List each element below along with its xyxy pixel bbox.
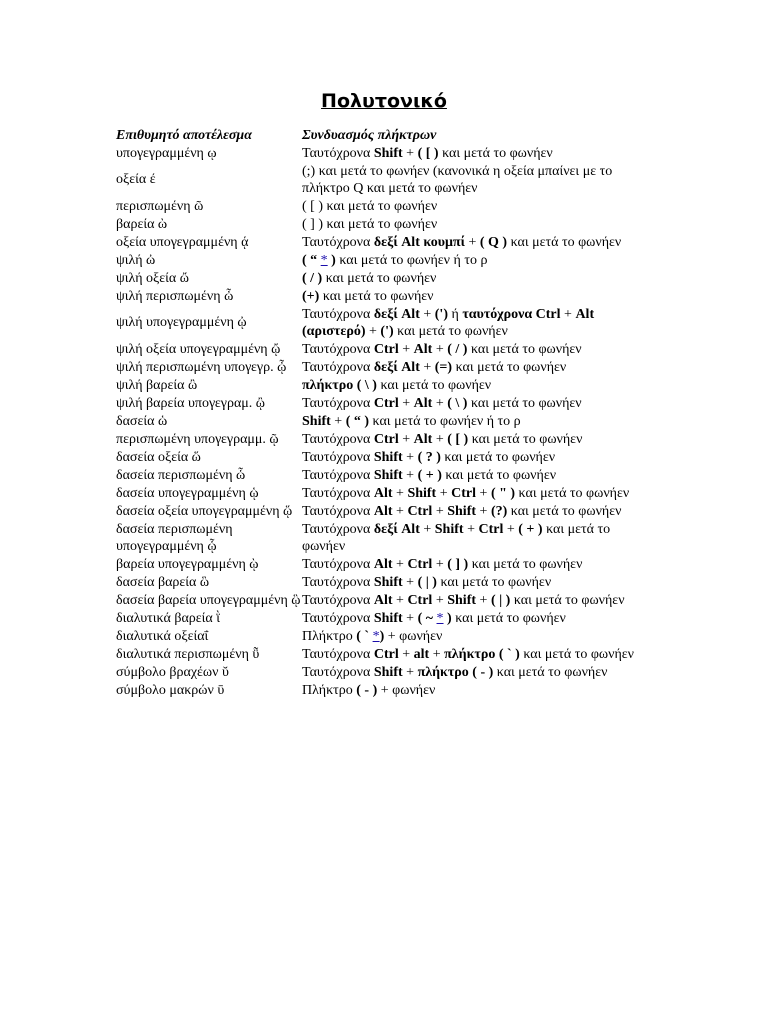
keys-cell (302, 449, 656, 466)
footnote-link[interactable]: * (372, 628, 380, 644)
key-text-bold: Ctrl (373, 395, 399, 411)
result-cell: βαρεία υπογεγραμμένη ῲ (116, 556, 259, 572)
key-text-bold: Ctrl (373, 431, 399, 447)
shortcut-table (116, 126, 656, 699)
result-cell: δασεία βαρεία ὣ (116, 574, 210, 590)
table-row (116, 573, 656, 591)
key-text-bold: (=) (434, 359, 453, 375)
result-cell: βαρεία ὼ (116, 216, 168, 232)
key-text: Ταυτόχρονα (302, 306, 374, 322)
result-cell: ψιλή περισπωμένη υπογεγρ. ᾦ (116, 359, 287, 375)
table-row (116, 645, 656, 663)
key-text-bold: (') (380, 323, 394, 339)
key-text-bold: Ctrl (451, 485, 477, 501)
table-row (116, 412, 656, 430)
key-text: + (402, 449, 418, 465)
key-text: Ταυτόχρονα (302, 341, 374, 357)
keys-cell (302, 682, 656, 699)
key-text: + φωνήεν (384, 628, 443, 644)
keys-cell (302, 145, 656, 162)
key-text: ή (447, 306, 463, 322)
keys-cell (302, 216, 656, 233)
table-row (116, 197, 656, 215)
table-row (116, 340, 656, 358)
key-text-bold: ( / ) (302, 270, 323, 286)
result-cell: ψιλή βαρεία ὢ (116, 377, 198, 393)
key-text: + (464, 234, 480, 250)
key-text-bold: ( ] ) (447, 556, 469, 572)
key-text-bold: ( Q ) (479, 234, 508, 250)
key-text-bold: ( | ) (490, 592, 511, 608)
result-cell: δασεία οξεία ὥ (116, 449, 201, 465)
key-text: και μετά το φωνήεν (493, 664, 608, 680)
key-text: Ταυτόχρονα (302, 610, 374, 626)
result-cell: σύμβολο μακρών ῡ (116, 682, 225, 698)
key-text-bold: ( + ) (417, 467, 442, 483)
key-text: Ταυτόχρονα (302, 431, 374, 447)
key-text-bold: Ctrl (373, 341, 399, 357)
keys-cell (302, 252, 656, 269)
key-text: Πλήκτρο (302, 628, 357, 644)
key-text: και μετά το φωνήεν (441, 467, 557, 483)
keys-cell (302, 467, 656, 484)
key-text: και μετά το φωνήεν ή το ρ (335, 252, 488, 268)
keys-cell (302, 503, 656, 520)
key-text-bold: Alt (413, 395, 433, 411)
keys-cell (302, 574, 656, 591)
key-text: και μετά το φωνήεν (393, 323, 508, 339)
key-text-bold: (?) (490, 503, 508, 519)
result-cell: δασεία ὡ (116, 413, 168, 429)
table-row (116, 609, 656, 627)
keys-cell (302, 288, 656, 305)
table-row (116, 681, 656, 699)
key-text: + (398, 341, 414, 357)
result-cell: ψιλή υπογεγραμμένη ᾠ (116, 315, 247, 330)
key-text: Ταυτόχρονα (302, 503, 374, 519)
key-text-bold: Shift (373, 610, 403, 626)
key-text-bold: ( - ) (356, 682, 378, 698)
keys-cell (302, 270, 656, 287)
key-text: + (503, 521, 519, 537)
key-text-bold: Shift (434, 521, 464, 537)
key-text: + (330, 413, 346, 429)
key-text-bold: Alt (413, 341, 433, 357)
key-text-bold: Shift (373, 145, 403, 161)
table-row (116, 215, 656, 233)
keys-cell (302, 592, 656, 609)
key-text: + (432, 592, 448, 608)
key-text: + (432, 556, 448, 572)
result-cell: ψιλή ὠ (116, 252, 156, 268)
result-cell: δασεία οξεία υπογεγραμμένη ᾥ (116, 503, 293, 519)
key-text-bold: Ctrl (478, 521, 504, 537)
key-text: + (392, 592, 408, 608)
key-text: και μετά το φωνήεν (515, 485, 630, 501)
keys-cell (302, 341, 656, 358)
key-text: και μετά το φωνήεν (436, 574, 552, 590)
table-row (116, 591, 656, 609)
key-text: Ταυτόχρονα (302, 467, 374, 483)
keys-cell (302, 163, 656, 197)
key-text-bold: Alt (373, 503, 393, 519)
key-text: + (402, 664, 418, 680)
key-text: και μετά το φωνήεν (319, 288, 434, 304)
table-row (116, 466, 656, 484)
key-text-bold: πλήκτρο ( - ) (417, 664, 494, 680)
key-text: + (560, 306, 576, 322)
key-text: + (398, 431, 414, 447)
key-text-bold: ) (379, 628, 385, 644)
key-text-bold: δεξί Alt (373, 359, 420, 375)
keys-cell (302, 485, 656, 502)
keys-cell (302, 198, 656, 215)
key-text: Ταυτόχρονα (302, 556, 374, 572)
result-cell: δασεία περισπωμένη ὧ (116, 467, 246, 483)
key-text: Ταυτόχρονα (302, 521, 374, 537)
table-row (116, 555, 656, 573)
key-text: ( ] ) και μετά το φωνήεν (302, 216, 438, 232)
key-text: και μετά το φωνήεν (467, 395, 582, 411)
key-text: Πλήκτρο (302, 682, 357, 698)
table-row (116, 144, 656, 162)
footnote-link[interactable]: * (320, 252, 328, 268)
key-text: και μετά το φωνήεν (510, 592, 625, 608)
key-text-bold: Alt (373, 485, 393, 501)
key-text-bold: δεξί Alt (373, 306, 420, 322)
keys-cell (302, 431, 656, 448)
result-cell: διαλυτικά βαρεία ῒ (116, 610, 221, 626)
key-text: + (432, 395, 448, 411)
key-text: ( [ ) και μετά το φωνήεν (302, 198, 438, 214)
keys-cell (302, 377, 656, 394)
key-text: + (392, 485, 408, 501)
key-text-bold: ( ` (356, 628, 373, 644)
table-row (116, 251, 656, 269)
key-text: + (419, 306, 435, 322)
key-text-bold: ( “ (302, 252, 321, 268)
key-text-bold: δεξί Alt (373, 521, 420, 537)
key-text-bold: ( “ ) (345, 413, 370, 429)
result-cell: ψιλή οξεία ὤ (116, 270, 189, 286)
result-cell: ψιλή βαρεία υπογεγραμ. ᾢ (116, 395, 265, 411)
header-keys: Συνδυασμός πλήκτρων (302, 127, 437, 143)
key-text-bold: ( ? ) (417, 449, 441, 465)
key-text: και μετά το φωνήεν (452, 359, 567, 375)
keys-cell (302, 610, 656, 627)
table-row (116, 233, 656, 251)
key-text-bold: Ctrl (407, 556, 433, 572)
key-text-bold: Shift (373, 467, 403, 483)
key-text: + φωνήεν (377, 682, 436, 698)
result-cell: διαλυτικά οξείαΐ (116, 628, 209, 644)
table-row (116, 305, 656, 340)
key-text: και μετά το φωνήεν (451, 610, 566, 626)
key-text: και μετά το φωνήεν (507, 503, 622, 519)
key-text: + (432, 431, 448, 447)
key-text-bold: ( \ ) (447, 395, 468, 411)
header-result: Επιθυμητό αποτέλεσμα (116, 127, 252, 143)
key-text-bold: Ctrl (407, 503, 433, 519)
key-text: και μετά το φωνήεν (302, 521, 611, 554)
key-text-bold: Ctrl (373, 646, 399, 662)
key-text: + (419, 359, 435, 375)
key-text-bold: Shift (447, 503, 477, 519)
table-row (116, 287, 656, 305)
key-text-bold: Ctrl (407, 592, 433, 608)
key-text: και μετά το φωνήεν (438, 145, 553, 161)
key-text: + (402, 610, 418, 626)
key-text: Ταυτόχρονα (302, 592, 374, 608)
key-text-bold: ( | ) (417, 574, 437, 590)
result-cell: υπογεγραμμένη ῳ (116, 145, 217, 161)
table-row (116, 520, 656, 555)
keys-cell (302, 556, 656, 573)
key-text: Ταυτόχρονα (302, 359, 374, 375)
key-text: + (392, 556, 408, 572)
table-row (116, 358, 656, 376)
key-text-bold: ) (443, 610, 452, 626)
key-text-bold: ) (327, 252, 336, 268)
key-text: και μετά το φωνήεν ή το ρ (369, 413, 521, 429)
key-text: Ταυτόχρονα (302, 395, 374, 411)
keys-cell (302, 306, 656, 340)
key-text: + (432, 503, 448, 519)
key-text: και μετά το φωνήεν (322, 270, 437, 286)
key-text: και μετά το φωνήεν (376, 377, 492, 393)
result-cell: δασεία περισπωμένη υπογεγραμμένη ᾧ (116, 521, 233, 554)
key-text-bold: ( [ ) (417, 145, 439, 161)
keys-cell (302, 521, 656, 555)
key-text: Ταυτόχρονα (302, 664, 374, 680)
table-header (116, 126, 656, 144)
key-text: Ταυτόχρονα (302, 449, 374, 465)
key-text-bold: ( [ ) (447, 431, 469, 447)
key-text-bold: Shift (302, 413, 331, 429)
table-row (116, 430, 656, 448)
result-cell: οξεία υπογεγραμμένη ᾴ (116, 234, 249, 250)
keys-cell (302, 413, 656, 430)
key-text: και μετά το φωνήεν (519, 646, 634, 662)
key-text-bold: Alt (413, 431, 433, 447)
result-cell: ψιλή περισπωμένη ὦ (116, 288, 234, 304)
key-text-bold: Shift (373, 664, 403, 680)
keys-cell (302, 646, 656, 663)
result-cell: περισπωμένη υπογεγραμμ. ῷ (116, 431, 279, 447)
key-text: + (402, 145, 418, 161)
keys-cell (302, 359, 656, 376)
table-row (116, 162, 656, 197)
key-text-bold: ( ~ (417, 610, 437, 626)
keys-cell (302, 395, 656, 412)
key-text: + (429, 646, 445, 662)
key-text: και μετά το φωνήεν (467, 341, 582, 357)
key-text-bold: ( " ) (490, 485, 516, 501)
key-text-bold: Shift (407, 485, 437, 501)
key-text: + (432, 341, 448, 357)
key-text: + (419, 521, 435, 537)
key-text-bold: Alt (αριστερό) (302, 306, 595, 339)
key-text-bold: πλήκτρο ( \ ) (302, 377, 377, 393)
result-cell: περισπωμένη ῶ (116, 198, 204, 214)
key-text-bold: πλήκτρο ( ` ) (444, 646, 520, 662)
key-text: και μετά το φωνήεν (468, 556, 583, 572)
key-text-bold: (+) (302, 288, 320, 304)
table-row (116, 394, 656, 412)
table-row (116, 484, 656, 502)
key-text-bold: Shift (447, 592, 477, 608)
result-cell: διαλυτικά περισπωμένη ῧ (116, 646, 260, 662)
key-text-bold: ( / ) (447, 341, 468, 357)
table-row (116, 376, 656, 394)
key-text: + (398, 646, 414, 662)
table-row (116, 627, 656, 645)
key-text: + (476, 592, 491, 608)
keys-cell (302, 628, 656, 645)
keys-cell (302, 664, 656, 681)
key-text-bold: Shift (373, 449, 403, 465)
table-row (116, 502, 656, 520)
key-text: + (402, 574, 418, 590)
key-text: Ταυτόχρονα (302, 574, 374, 590)
key-text: και μετά το φωνήεν (507, 234, 622, 250)
key-text-bold: ( + ) (518, 521, 543, 537)
key-text-bold: Alt (373, 592, 393, 608)
key-text-bold: Alt (373, 556, 393, 572)
key-text: (;) και μετά το φωνήεν (κανονικά η οξεία μπαίνει με το πλήκτρο Q και μετά το φωνήεν (302, 163, 613, 196)
result-cell: ψιλή οξεία υπογεγραμμένη ᾤ (116, 341, 281, 357)
key-text: Ταυτόχρονα (302, 234, 374, 250)
table-body (116, 144, 656, 699)
key-text-bold: alt (413, 646, 430, 662)
key-text-bold: δεξί Alt κουμπί (373, 234, 465, 250)
key-text: + (365, 323, 381, 339)
document-title: Πολυτονικό (321, 90, 447, 112)
result-cell: σύμβολο βραχέων ῠ (116, 664, 229, 680)
key-text-bold: Shift (373, 574, 403, 590)
key-text: Ταυτόχρονα (302, 485, 374, 501)
key-text: + (392, 503, 408, 519)
key-text: Ταυτόχρονα (302, 646, 374, 662)
key-text: + (476, 485, 491, 501)
key-text: + (398, 395, 414, 411)
footnote-link[interactable]: * (436, 610, 444, 626)
result-cell: δασεία υπογεγραμμένη ᾡ (116, 485, 259, 501)
result-cell: δασεία βαρεία υπογεγραμμένη ᾣ (116, 592, 301, 608)
table-row (116, 269, 656, 287)
key-text: + (463, 521, 479, 537)
key-text: + (436, 485, 452, 501)
table-row (116, 448, 656, 466)
key-text-bold: ταυτόχρονα Ctrl (462, 306, 561, 322)
keys-cell (302, 234, 656, 251)
result-cell: οξεία έ (116, 172, 156, 187)
key-text-bold: (') (434, 306, 448, 322)
key-text: Ταυτόχρονα (302, 145, 374, 161)
key-text: + (476, 503, 491, 519)
key-text: και μετά το φωνήεν (468, 431, 583, 447)
key-text: + (402, 467, 418, 483)
key-text: και μετά το φωνήεν (440, 449, 556, 465)
table-row (116, 663, 656, 681)
